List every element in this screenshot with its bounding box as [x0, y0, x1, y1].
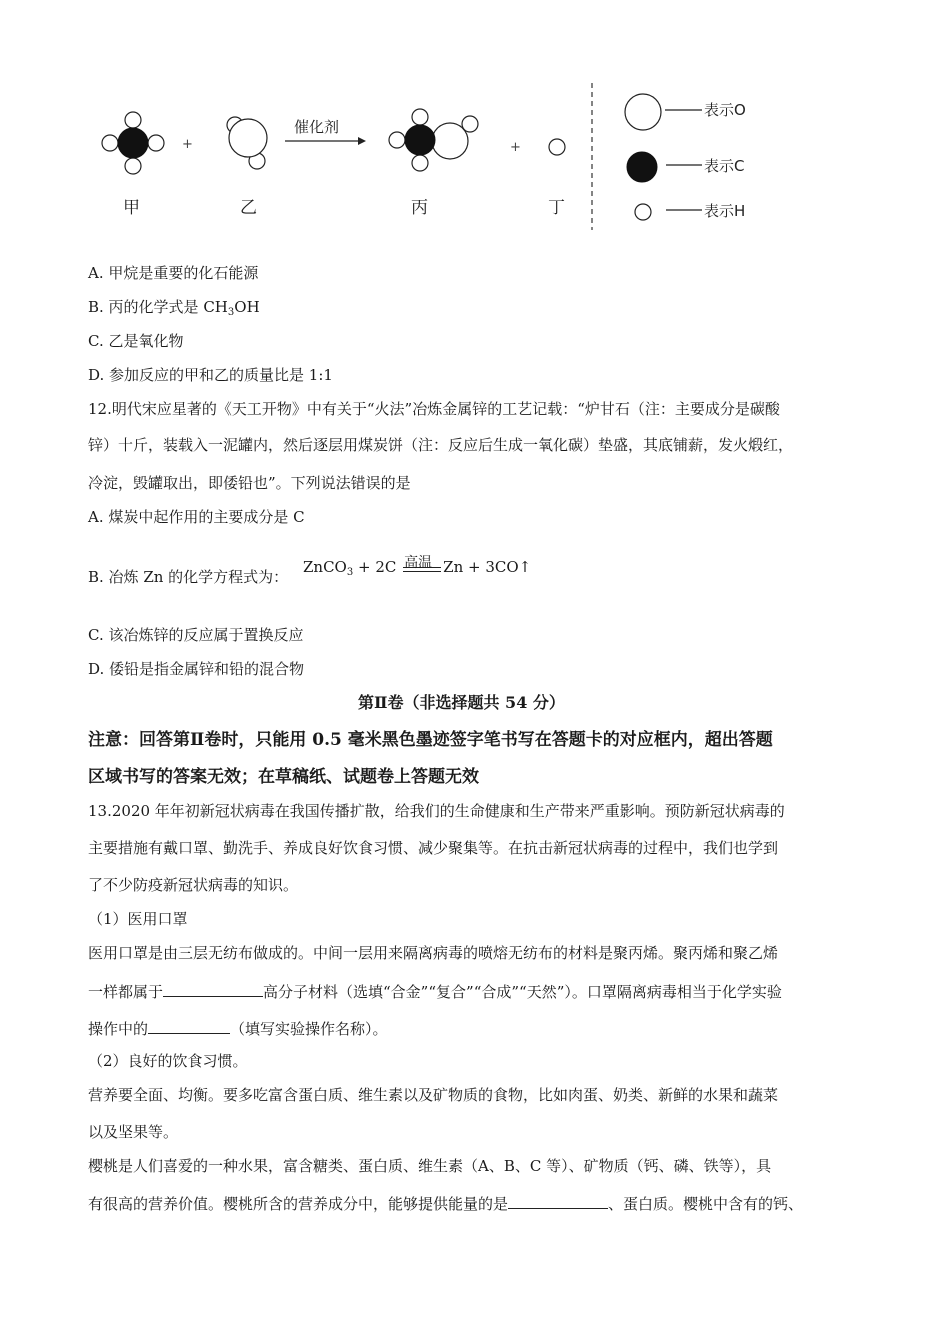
equation-condition: 高温 — [404, 555, 433, 571]
plus-sign-1: + — [182, 137, 193, 152]
section2-note-line1: 注意：回答第Ⅱ卷时，只能用 0.5 毫米黑色墨迹签字笔书写在答题卡的对应框内，超出答题 — [88, 730, 773, 750]
reaction-diagram — [90, 75, 790, 235]
reaction-arrow — [285, 137, 366, 145]
chemical-equation: ZnCO$_3$ + 2C 高温 Zn + 3CO↑ — [303, 558, 531, 578]
q12-stem-line3: 冷淀，毁罐取出，即倭铅也”。下列说法错误的是 — [88, 474, 411, 492]
legend — [625, 94, 702, 220]
legend-o: 表示O — [704, 101, 746, 119]
q13-part2-line3: 樱桃是人们喜爱的一种水果，富含糖类、蛋白质、维生素（A、B、C 等）、矿物质（钙、磷、铁等），具 — [88, 1157, 772, 1175]
answer-blank-energy[interactable] — [508, 1192, 608, 1209]
catalyst-label: 催化剂 — [294, 118, 340, 136]
answer-blank-material[interactable] — [163, 980, 263, 997]
label-jia: 甲 — [123, 198, 140, 218]
q12-option-c: C. 该冶炼锌的反应属于置换反应 — [88, 626, 304, 644]
q12-stem-line1: 12.明代宋应星著的《天工开物》中有关于“火法”冶炼金属锌的工艺记载：“炉甘石（注：主要成分是碳酸 — [88, 400, 780, 418]
section2-note-line2: 区域书写的答案无效；在草稿纸、试题卷上答题无效 — [88, 767, 479, 787]
molecule-ding — [549, 139, 565, 155]
q11-option-d: D. 参加反应的甲和乙的质量比是 1:1 — [88, 366, 333, 384]
q13-part1-line1: 医用口罩是由三层无纺布做成的。中间一层用来隔离病毒的喷熔无纺布的材料是聚丙烯。聚丙烯和聚乙烯 — [88, 944, 779, 962]
q12-option-a: A. 煤炭中起作用的主要成分是 C — [88, 508, 305, 526]
q13-part2-line2: 以及坚果等。 — [88, 1123, 179, 1141]
legend-c: 表示C — [704, 157, 745, 175]
label-bing: 丙 — [411, 198, 428, 218]
q11-option-a: A. 甲烷是重要的化石能源 — [88, 264, 259, 282]
q12-option-b-label: B. 冶炼 Zn 的化学方程式为： — [88, 568, 289, 586]
q11-option-b: B. 丙的化学式是 $CH_3OH$ — [88, 298, 260, 318]
q12-option-d: D. 倭铅是指金属锌和铅的混合物 — [88, 660, 305, 678]
q13-part2-heading: （2）良好的饮食习惯。 — [88, 1052, 248, 1070]
q11-option-c: C. 乙是氧化物 — [88, 332, 184, 350]
molecule-bing — [389, 109, 478, 171]
q13-part1-line2: 一样都属于 高分子材料（选填“合金”“复合”“合成”“天然”）。口罩隔离病毒相当于化学实验 — [88, 980, 782, 1003]
q13-part1-line3: 操作中的 （填写实验操作名称）。 — [88, 1017, 388, 1040]
q13-part2-line1: 营养要全面、均衡。要多吃富含蛋白质、维生素以及矿物质的食物，比如肉蛋、奶类、新鲜的水果和蔬菜 — [88, 1086, 779, 1104]
q13-stem-line3: 了不少防疫新冠状病毒的知识。 — [88, 876, 299, 894]
molecule-yi — [227, 117, 267, 169]
plus-sign-2: + — [510, 140, 521, 155]
section2-title: 第Ⅱ卷（非选择题共 54 分） — [358, 693, 565, 712]
molecule-jia — [102, 112, 164, 174]
q13-stem-line1: 13.2020 年年初新冠状病毒在我国传播扩散，给我们的生命健康和生产带来严重影响。预防新冠状病毒的 — [88, 802, 785, 820]
q13-part1-heading: （1）医用口罩 — [88, 910, 188, 928]
q13-part2-line4: 有很高的营养价值。樱桃所含的营养成分中，能够提供能量的是 、蛋白质。樱桃中含有的钙、 — [88, 1192, 803, 1215]
q12-stem-line2: 锌）十斤，装载入一泥罐内，然后逐层用煤炭饼（注：反应后生成一氧化碳）垫盛，其底铺薪，发火煅红， — [88, 436, 794, 454]
label-yi: 乙 — [240, 198, 257, 218]
answer-blank-operation[interactable] — [148, 1017, 230, 1034]
label-ding: 丁 — [548, 198, 565, 218]
q13-stem-line2: 主要措施有戴口罩、勤洗手、养成良好饮食习惯、减少聚集等。在抗击新冠状病毒的过程中，我们也学到 — [88, 839, 779, 857]
legend-h: 表示H — [704, 202, 746, 220]
